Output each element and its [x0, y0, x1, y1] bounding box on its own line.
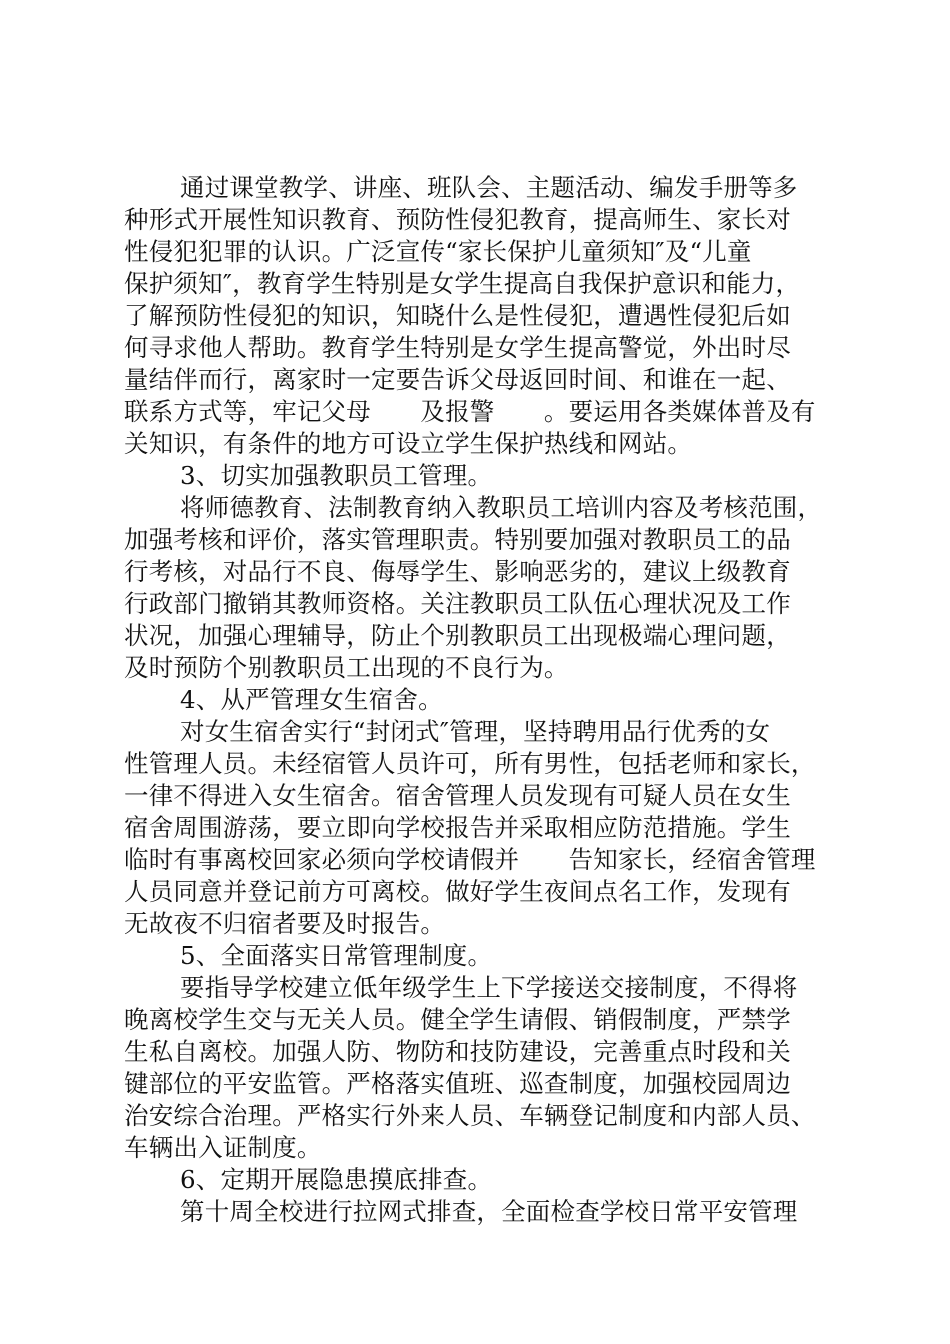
- paragraph-line: 对女生宿舍实行“封闭式″管理，坚持聘用品行优秀的女: [180, 717, 771, 746]
- paragraph-line: 一律不得进入女生宿舍。宿舍管理人员发现有可疑人员在女生: [124, 781, 791, 810]
- paragraph-line: 要指导学校建立低年级学生上下学接送交接制度，不得将: [180, 973, 798, 1002]
- section-heading: 3、切实加强教职员工管理。: [180, 461, 493, 490]
- paragraph-line: 行政部门撤销其教师资格。关注教职员工队伍心理状况及工作: [124, 589, 791, 618]
- paragraph-line: 将师德教育、法制教育纳入教职员工培训内容及考核范围，: [180, 493, 823, 522]
- paragraph-line: 种形式开展性知识教育、预防性侵犯教育，提高师生、家长对: [124, 205, 791, 234]
- paragraph-line: 了解预防性侵犯的知识，知晓什么是性侵犯，遭遇性侵犯后如: [124, 301, 791, 330]
- paragraph-line: 宿舍周围游荡，要立即向学校报告并采取相应防范措施。学生: [124, 813, 791, 842]
- paragraph-line: 行考核，对品行不良、侮辱学生、影响恶劣的，建议上级教育: [124, 557, 791, 586]
- paragraph-line: 治安综合治理。严格实行外来人员、车辆登记制度和内部人员、: [124, 1101, 816, 1130]
- paragraph-line: 临时有事离校回家必须向学校请假并 告知家长，经宿舍管理: [124, 845, 816, 874]
- paragraph-line: 性管理人员。未经宿管人员许可，所有男性，包括老师和家长，: [124, 749, 816, 778]
- paragraph-line: 第十周全校进行拉网式排查，全面检查学校日常平安管理: [180, 1197, 798, 1226]
- paragraph-line: 人员同意并登记前方可离校。做好学生夜间点名工作，发现有: [124, 877, 791, 906]
- paragraph-line: 车辆出入证制度。: [124, 1133, 322, 1162]
- section-heading: 5、全面落实日常管理制度。: [180, 941, 493, 970]
- paragraph-line: 关知识，有条件的地方可设立学生保护热线和网站。: [124, 429, 693, 458]
- paragraph-line: 性侵犯犯罪的认识。广泛宣传“家长保护儿童须知″及“儿童: [124, 237, 752, 266]
- paragraph-line: 键部位的平安监管。严格落实值班、巡查制度，加强校园周边: [124, 1069, 791, 1098]
- paragraph-line: 通过课堂教学、讲座、班队会、主题活动、编发手册等多: [180, 173, 798, 202]
- paragraph-line: 联系方式等，牢记父母 及报警 。要运用各类媒体普及有: [124, 397, 816, 426]
- paragraph-line: 保护须知″，教育学生特别是女学生提高自我保护意识和能力，: [124, 269, 801, 298]
- paragraph-line: 生私自离校。加强人防、物防和技防建设，完善重点时段和关: [124, 1037, 791, 1066]
- paragraph-line: 量结伴而行，离家时一定要告诉父母返回时间、和谁在一起、: [124, 365, 791, 394]
- section-heading: 6、定期开展隐患摸底排查。: [180, 1165, 493, 1194]
- paragraph-line: 及时预防个别教职员工出现的不良行为。: [124, 653, 569, 682]
- paragraph-line: 无故夜不归宿者要及时报告。: [124, 909, 446, 938]
- paragraph-line: 状况，加强心理辅导，防止个别教职员工出现极端心理问题，: [124, 621, 791, 650]
- paragraph-line: 何寻求他人帮助。教育学生特别是女学生提高警觉，外出时尽: [124, 333, 791, 362]
- section-heading: 4、从严管理女生宿舍。: [180, 685, 443, 714]
- paragraph-line: 加强考核和评价，落实管理职责。特别要加强对教职员工的品: [124, 525, 791, 554]
- paragraph-line: 晚离校学生交与无关人员。健全学生请假、销假制度，严禁学: [124, 1005, 791, 1034]
